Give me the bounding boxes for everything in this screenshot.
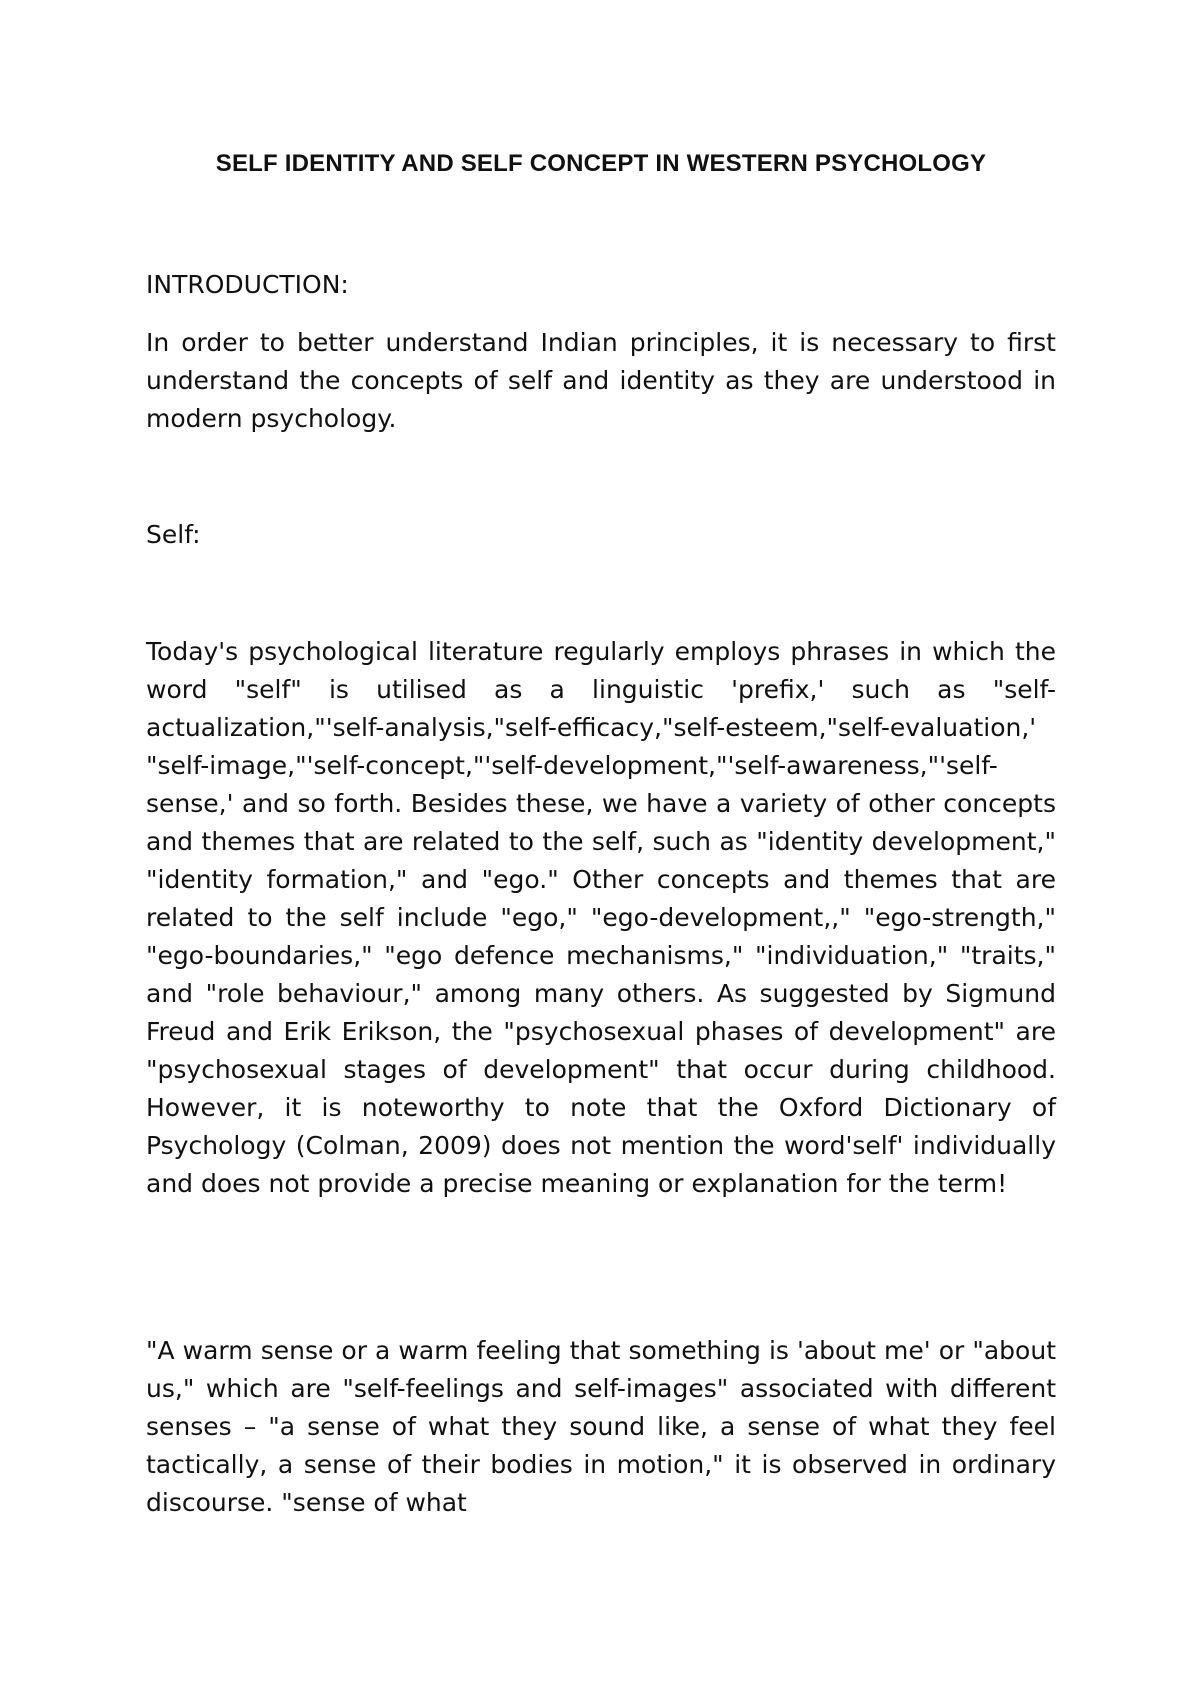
introduction-paragraph: In order to better understand Indian principles, it is necessary to first understand the concepts of self and identity as they are understood in modern psychology. — [146, 328, 1056, 433]
introduction-heading: INTRODUCTION: — [146, 270, 349, 299]
self-heading: Self: — [146, 520, 201, 549]
document-title: SELF IDENTITY AND SELF CONCEPT IN WESTERN PSYCHOLOGY — [215, 150, 987, 177]
self-paragraph: Today's psychological literature regularly employs phrases in which the word "self" is utilised as a linguistic 'prefix,' such as "self-actualization,"'self-analysis,"self-efficacy,"self-esteem,"self-evaluation,' "self-image,"'self-concept,"'self-development,"'self-awareness,"'self-sense,' and so forth. Besides these, we have a variety of other concepts and themes that are related to the self, such as "identity development," "identity formation," and "ego." Other concepts and themes that are related to the self include "ego," "ego-development,," "ego-strength," "ego-boundaries," "ego defence mechanisms," "individuation," "traits," and "role behaviour," among many others. As suggested by Sigmund Freud and Erik Erikson, the "psychosexual phases of development" are "psychosexual stages of development" that occur during childhood. However, it is noteworthy to note that the Oxford Dictionary of Psychology (Colman, 2009) does not mention the word'self' individually and does not provide a precise meaning or explanation for the term! — [146, 637, 1056, 1198]
quote-paragraph: "A warm sense or a warm feeling that something is 'about me' or "about us," which are "self-feelings and self-images" associated with different senses – "a sense of what they sound like, a sense of what they feel tactically, a sense of their bodies in motion," it is observed in ordinary discourse. "sense of what — [146, 1336, 1056, 1517]
